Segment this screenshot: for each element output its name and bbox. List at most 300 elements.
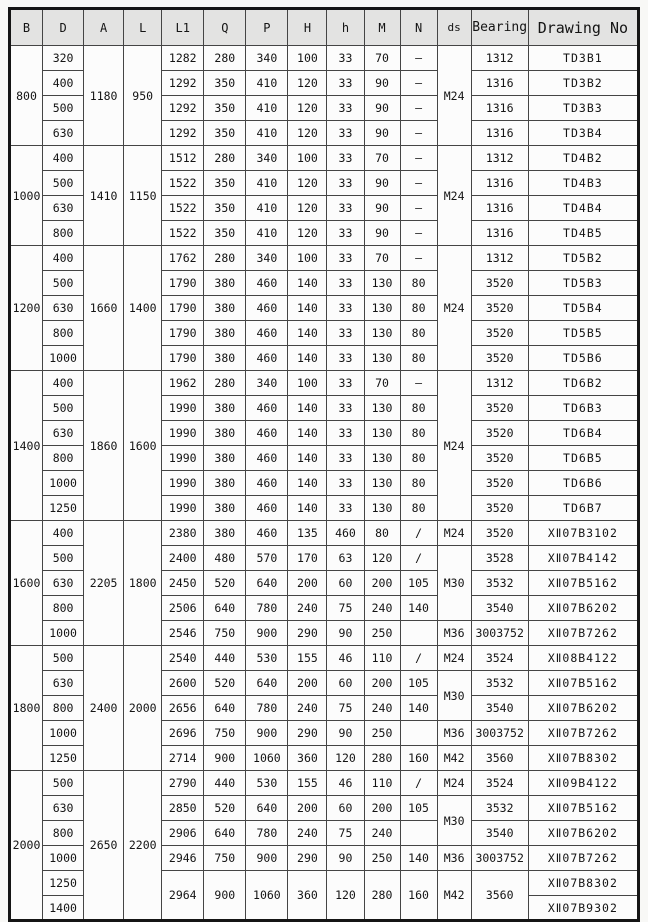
cell-bearing: 3532: [471, 671, 528, 696]
cell-d: 630: [43, 421, 84, 446]
cell-l1: 2964: [162, 871, 204, 921]
cell-l1: 1292: [162, 121, 204, 146]
cell-l1: 1522: [162, 221, 204, 246]
cell-drawing-no: TD3B3: [528, 96, 638, 121]
cell-bearing: 3003752: [471, 621, 528, 646]
col-header-h: H: [288, 9, 327, 46]
col-header-drawing-no: Drawing No: [528, 9, 638, 46]
cell-a: 1860: [84, 371, 124, 521]
cell-h: 60: [327, 571, 364, 596]
cell-d: 500: [43, 546, 84, 571]
cell-h: 140: [288, 296, 327, 321]
cell-l1: 1990: [162, 396, 204, 421]
cell-h: 75: [327, 596, 364, 621]
cell-drawing-no: XⅡ07B4142: [528, 546, 638, 571]
cell-m: 90: [364, 71, 400, 96]
cell-d: 1000: [43, 346, 84, 371]
cell-d: 800: [43, 321, 84, 346]
cell-bearing: 1312: [471, 46, 528, 71]
cell-p: 410: [246, 196, 288, 221]
cell-b: 1400: [10, 371, 43, 521]
cell-l1: 1990: [162, 421, 204, 446]
cell-m: 130: [364, 446, 400, 471]
cell-ds: M36: [437, 721, 471, 746]
col-header-ds: ds: [437, 9, 471, 46]
cell-bearing: 3520: [471, 471, 528, 496]
cell-q: 440: [204, 646, 246, 671]
cell-bearing: 1316: [471, 121, 528, 146]
cell-d: 800: [43, 221, 84, 246]
cell-bearing: 1316: [471, 196, 528, 221]
cell-bearing: 3520: [471, 496, 528, 521]
cell-d: 500: [43, 171, 84, 196]
cell-l1: 1990: [162, 446, 204, 471]
cell-h: 60: [327, 796, 364, 821]
cell-d: 500: [43, 771, 84, 796]
cell-drawing-no: TD5B4: [528, 296, 638, 321]
cell-h: 155: [288, 771, 327, 796]
header-row: [10, 9, 639, 46]
cell-n: 105: [400, 571, 437, 596]
cell-m: 240: [364, 696, 400, 721]
cell-d: 500: [43, 396, 84, 421]
cell-q: 350: [204, 221, 246, 246]
cell-ds: M24: [437, 521, 471, 546]
cell-q: 640: [204, 821, 246, 846]
cell-n: 80: [400, 396, 437, 421]
cell-h: 140: [288, 346, 327, 371]
cell-h: 120: [327, 746, 364, 771]
cell-drawing-no: TD6B4: [528, 421, 638, 446]
cell-m: 280: [364, 871, 400, 921]
cell-d: 500: [43, 271, 84, 296]
col-header-q: Q: [204, 9, 246, 46]
cell-drawing-no: TD6B5: [528, 446, 638, 471]
cell-l1: 1292: [162, 96, 204, 121]
cell-n: 105: [400, 671, 437, 696]
cell-l1: 1292: [162, 71, 204, 96]
cell-d: 1000: [43, 846, 84, 871]
cell-h: 100: [288, 46, 327, 71]
cell-p: 340: [246, 46, 288, 71]
col-header-a: A: [84, 9, 124, 46]
cell-n: 80: [400, 321, 437, 346]
cell-n: 160: [400, 871, 437, 921]
cell-m: 130: [364, 421, 400, 446]
cell-bearing: 1316: [471, 171, 528, 196]
col-header-h: h: [327, 9, 364, 46]
cell-d: 630: [43, 571, 84, 596]
cell-ds: M36: [437, 846, 471, 871]
cell-p: 640: [246, 671, 288, 696]
cell-l1: 1282: [162, 46, 204, 71]
cell-bearing: 1316: [471, 71, 528, 96]
cell-bearing: 3520: [471, 421, 528, 446]
cell-bearing: 3520: [471, 446, 528, 471]
cell-bearing: 3520: [471, 521, 528, 546]
cell-d: 1000: [43, 621, 84, 646]
cell-p: 410: [246, 96, 288, 121]
cell-h: 33: [327, 471, 364, 496]
cell-p: 410: [246, 121, 288, 146]
cell-ds: M30: [437, 671, 471, 721]
cell-p: 460: [246, 396, 288, 421]
cell-bearing: 3560: [471, 746, 528, 771]
cell-bearing: 3532: [471, 571, 528, 596]
cell-b: 1000: [10, 146, 43, 246]
cell-l1: 2400: [162, 546, 204, 571]
cell-h: 75: [327, 821, 364, 846]
cell-bearing: 1316: [471, 221, 528, 246]
cell-d: 800: [43, 596, 84, 621]
cell-m: 90: [364, 121, 400, 146]
cell-l1: 2450: [162, 571, 204, 596]
cell-n: –: [400, 46, 437, 71]
cell-m: 120: [364, 546, 400, 571]
cell-p: 460: [246, 446, 288, 471]
cell-drawing-no: TD3B1: [528, 46, 638, 71]
cell-n: 80: [400, 496, 437, 521]
cell-bearing: 1312: [471, 371, 528, 396]
cell-p: 460: [246, 296, 288, 321]
cell-l: 2200: [124, 771, 162, 921]
cell-drawing-no: XⅡ07B7262: [528, 621, 638, 646]
cell-m: 110: [364, 646, 400, 671]
cell-m: 90: [364, 221, 400, 246]
cell-bearing: 3520: [471, 346, 528, 371]
cell-l1: 1990: [162, 496, 204, 521]
cell-n: [400, 721, 437, 746]
cell-q: 750: [204, 846, 246, 871]
cell-drawing-no: TD4B4: [528, 196, 638, 221]
cell-drawing-no: XⅡ07B8302: [528, 746, 638, 771]
table-row: [10, 521, 639, 546]
cell-bearing: 3520: [471, 296, 528, 321]
cell-p: 900: [246, 846, 288, 871]
cell-h: 100: [288, 371, 327, 396]
cell-h: 240: [288, 696, 327, 721]
cell-h: 90: [327, 721, 364, 746]
cell-l1: 2850: [162, 796, 204, 821]
cell-h: 360: [288, 746, 327, 771]
cell-h: 60: [327, 671, 364, 696]
cell-drawing-no: TD6B7: [528, 496, 638, 521]
cell-h: 33: [327, 146, 364, 171]
cell-ds: M24: [437, 771, 471, 796]
cell-h: 63: [327, 546, 364, 571]
cell-p: 570: [246, 546, 288, 571]
cell-h: 155: [288, 646, 327, 671]
cell-n: /: [400, 521, 437, 546]
cell-q: 480: [204, 546, 246, 571]
cell-d: 500: [43, 96, 84, 121]
cell-q: 900: [204, 746, 246, 771]
cell-p: 460: [246, 321, 288, 346]
cell-b: 1800: [10, 646, 43, 771]
cell-d: 630: [43, 196, 84, 221]
cell-d: 1000: [43, 721, 84, 746]
cell-d: 630: [43, 121, 84, 146]
cell-b: 800: [10, 46, 43, 146]
cell-drawing-no: XⅡ07B7262: [528, 721, 638, 746]
cell-d: 630: [43, 296, 84, 321]
cell-h: 33: [327, 496, 364, 521]
table-row: [10, 146, 639, 171]
cell-p: 1060: [246, 871, 288, 921]
cell-h: 240: [288, 596, 327, 621]
cell-d: 800: [43, 821, 84, 846]
cell-h: 100: [288, 246, 327, 271]
cell-n: [400, 621, 437, 646]
cell-l1: 1990: [162, 471, 204, 496]
cell-q: 380: [204, 421, 246, 446]
cell-h: 240: [288, 821, 327, 846]
cell-h: 200: [288, 571, 327, 596]
cell-h: 75: [327, 696, 364, 721]
cell-n: –: [400, 96, 437, 121]
table-row: [10, 246, 639, 271]
cell-h: 120: [327, 871, 364, 921]
cell-h: 33: [327, 271, 364, 296]
cell-bearing: 1316: [471, 96, 528, 121]
cell-h: 33: [327, 296, 364, 321]
cell-h: 100: [288, 146, 327, 171]
cell-bearing: 3520: [471, 321, 528, 346]
table-row: [10, 371, 639, 396]
cell-b: 1600: [10, 521, 43, 646]
cell-ds: M30: [437, 796, 471, 846]
cell-p: 340: [246, 371, 288, 396]
cell-drawing-no: TD6B6: [528, 471, 638, 496]
cell-p: 460: [246, 346, 288, 371]
col-header-d: D: [43, 9, 84, 46]
cell-n: 80: [400, 346, 437, 371]
cell-q: 380: [204, 496, 246, 521]
cell-q: 640: [204, 596, 246, 621]
cell-h: 33: [327, 71, 364, 96]
cell-q: 750: [204, 721, 246, 746]
col-header-m: M: [364, 9, 400, 46]
cell-b: 1200: [10, 246, 43, 371]
cell-bearing: 3540: [471, 596, 528, 621]
cell-p: 780: [246, 596, 288, 621]
cell-n: –: [400, 171, 437, 196]
cell-m: 250: [364, 721, 400, 746]
cell-m: 70: [364, 46, 400, 71]
cell-bearing: 3524: [471, 646, 528, 671]
cell-l1: 2714: [162, 746, 204, 771]
cell-q: 520: [204, 671, 246, 696]
cell-l1: 2546: [162, 621, 204, 646]
col-header-l1: L1: [162, 9, 204, 46]
cell-a: 1660: [84, 246, 124, 371]
cell-m: 130: [364, 271, 400, 296]
cell-ds: M24: [437, 146, 471, 246]
cell-h: 33: [327, 246, 364, 271]
cell-p: 900: [246, 721, 288, 746]
cell-l: 2000: [124, 646, 162, 771]
cell-drawing-no: XⅡ07B5162: [528, 671, 638, 696]
cell-h: 33: [327, 321, 364, 346]
cell-q: 900: [204, 871, 246, 921]
cell-q: 520: [204, 796, 246, 821]
cell-drawing-no: XⅡ07B9302: [528, 896, 638, 921]
cell-n: 105: [400, 796, 437, 821]
cell-h: 33: [327, 196, 364, 221]
cell-n: 140: [400, 846, 437, 871]
cell-n: 80: [400, 271, 437, 296]
cell-l1: 2600: [162, 671, 204, 696]
cell-n: [400, 821, 437, 846]
cell-bearing: 3520: [471, 271, 528, 296]
cell-m: 130: [364, 496, 400, 521]
cell-m: 80: [364, 521, 400, 546]
cell-m: 90: [364, 96, 400, 121]
cell-h: 120: [288, 121, 327, 146]
cell-l1: 2656: [162, 696, 204, 721]
cell-m: 200: [364, 796, 400, 821]
cell-q: 750: [204, 621, 246, 646]
cell-h: 290: [288, 721, 327, 746]
cell-h: 33: [327, 121, 364, 146]
cell-ds: M24: [437, 246, 471, 371]
cell-drawing-no: TD5B5: [528, 321, 638, 346]
cell-bearing: 3532: [471, 796, 528, 821]
cell-l1: 2696: [162, 721, 204, 746]
cell-drawing-no: TD4B5: [528, 221, 638, 246]
cell-d: 400: [43, 371, 84, 396]
cell-d: 400: [43, 521, 84, 546]
cell-m: 130: [364, 471, 400, 496]
cell-m: 240: [364, 596, 400, 621]
cell-n: –: [400, 121, 437, 146]
col-header-bearing: Bearing: [471, 9, 528, 46]
cell-l: 1600: [124, 371, 162, 521]
col-header-p: P: [246, 9, 288, 46]
cell-l1: 2906: [162, 821, 204, 846]
cell-d: 400: [43, 71, 84, 96]
cell-drawing-no: TD3B2: [528, 71, 638, 96]
cell-n: 140: [400, 696, 437, 721]
table-row: [10, 771, 639, 796]
cell-drawing-no: TD5B3: [528, 271, 638, 296]
cell-p: 410: [246, 71, 288, 96]
cell-l1: 2790: [162, 771, 204, 796]
cell-bearing: 3003752: [471, 846, 528, 871]
cell-a: 2400: [84, 646, 124, 771]
cell-p: 410: [246, 221, 288, 246]
cell-h: 33: [327, 396, 364, 421]
cell-h: 33: [327, 171, 364, 196]
cell-m: 110: [364, 771, 400, 796]
cell-h: 120: [288, 71, 327, 96]
cell-bearing: 3528: [471, 546, 528, 571]
cell-bearing: 3003752: [471, 721, 528, 746]
cell-m: 250: [364, 846, 400, 871]
cell-l1: 1762: [162, 246, 204, 271]
cell-drawing-no: TD6B3: [528, 396, 638, 421]
cell-h: 90: [327, 846, 364, 871]
cell-m: 250: [364, 621, 400, 646]
cell-drawing-no: TD5B6: [528, 346, 638, 371]
cell-l1: 1790: [162, 271, 204, 296]
cell-n: /: [400, 546, 437, 571]
cell-q: 350: [204, 121, 246, 146]
cell-d: 500: [43, 646, 84, 671]
cell-ds: M24: [437, 46, 471, 146]
cell-l1: 2540: [162, 646, 204, 671]
cell-m: 70: [364, 146, 400, 171]
cell-h: 200: [288, 671, 327, 696]
cell-h: 33: [327, 446, 364, 471]
cell-drawing-no: TD4B2: [528, 146, 638, 171]
cell-p: 780: [246, 821, 288, 846]
cell-bearing: 3524: [471, 771, 528, 796]
cell-d: 400: [43, 246, 84, 271]
cell-h: 33: [327, 46, 364, 71]
cell-q: 380: [204, 296, 246, 321]
cell-bearing: 3540: [471, 821, 528, 846]
cell-q: 440: [204, 771, 246, 796]
cell-h: 120: [288, 221, 327, 246]
cell-d: 800: [43, 446, 84, 471]
cell-h: 120: [288, 96, 327, 121]
cell-h: 290: [288, 846, 327, 871]
cell-n: 140: [400, 596, 437, 621]
cell-q: 380: [204, 346, 246, 371]
cell-drawing-no: TD5B2: [528, 246, 638, 271]
cell-l1: 1522: [162, 196, 204, 221]
cell-m: 70: [364, 371, 400, 396]
cell-n: –: [400, 71, 437, 96]
cell-p: 780: [246, 696, 288, 721]
cell-bearing: 1312: [471, 146, 528, 171]
cell-h: 360: [288, 871, 327, 921]
cell-h: 140: [288, 496, 327, 521]
cell-p: 640: [246, 796, 288, 821]
cell-q: 280: [204, 46, 246, 71]
cell-p: 460: [246, 496, 288, 521]
cell-l: 1800: [124, 521, 162, 646]
cell-m: 70: [364, 246, 400, 271]
cell-drawing-no: TD6B2: [528, 371, 638, 396]
cell-drawing-no: XⅡ07B7262: [528, 846, 638, 871]
cell-p: 530: [246, 646, 288, 671]
cell-d: 400: [43, 146, 84, 171]
cell-h: 140: [288, 321, 327, 346]
cell-ds: M42: [437, 746, 471, 771]
cell-p: 340: [246, 146, 288, 171]
cell-m: 200: [364, 571, 400, 596]
cell-p: 460: [246, 421, 288, 446]
cell-h: 90: [327, 621, 364, 646]
cell-l1: 1962: [162, 371, 204, 396]
cell-h: 170: [288, 546, 327, 571]
cell-n: –: [400, 146, 437, 171]
cell-m: 130: [364, 296, 400, 321]
cell-n: –: [400, 196, 437, 221]
cell-m: 240: [364, 821, 400, 846]
cell-n: /: [400, 646, 437, 671]
col-header-n: N: [400, 9, 437, 46]
cell-h: 33: [327, 221, 364, 246]
cell-h: 135: [288, 521, 327, 546]
cell-h: 46: [327, 771, 364, 796]
cell-h: 140: [288, 446, 327, 471]
cell-h: 140: [288, 471, 327, 496]
cell-h: 200: [288, 796, 327, 821]
cell-m: 90: [364, 196, 400, 221]
